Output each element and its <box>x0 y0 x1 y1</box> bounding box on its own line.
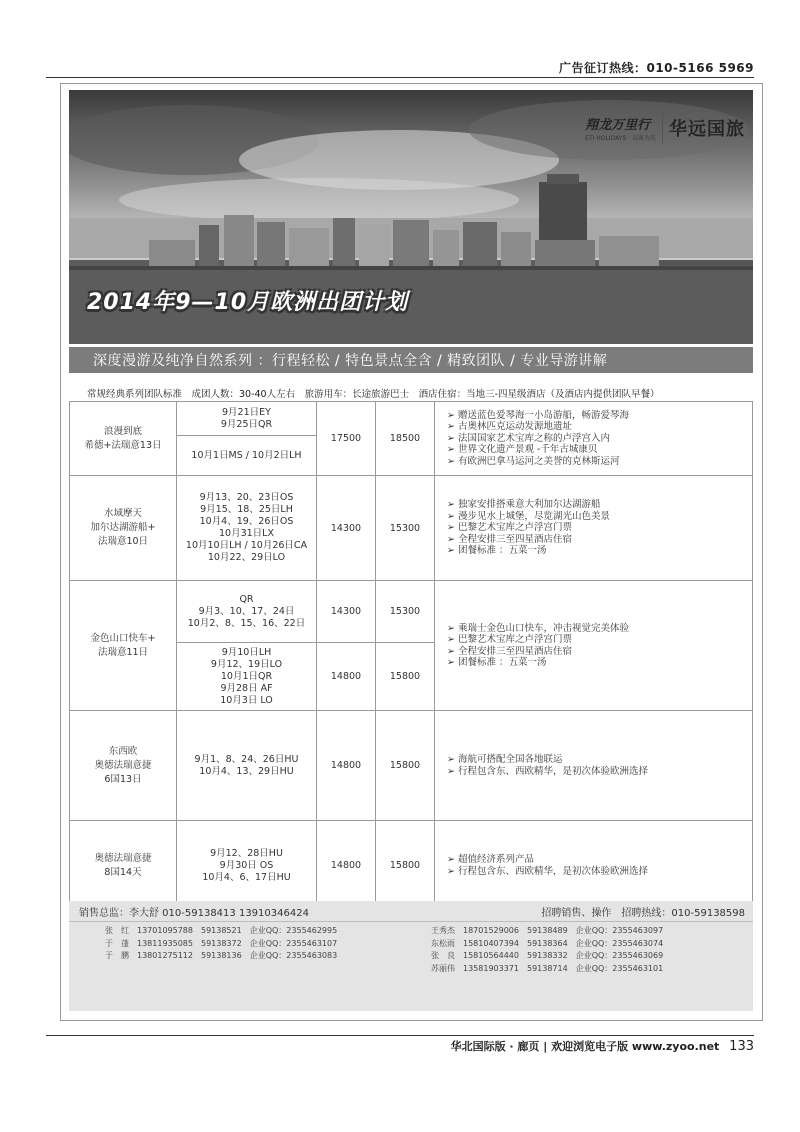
highlight-item: ➢ 乘瑞士金色山口快车，冲击视觉完美体验 <box>447 623 751 635</box>
highlight-item: ➢ 巴黎艺术宝库之卢浮宫门票 <box>447 522 751 534</box>
departure-dates: 9月1、8、24、26日HU 10月4、13、29日HU <box>177 711 317 821</box>
highlight-item: ➢ 有欧洲巴拿马运河之美誉的克林斯运河 <box>447 456 751 468</box>
departure-dates: 9月13、20、23日OS 9月15、18、25日LH 10月4、19、26日OS 10月31日LX 10月10日LH / 10月26日CA 10月22、29日LO <box>177 476 317 581</box>
highlight-item: ➢ 行程包含东、西欧精华，是初次体验欧洲选择 <box>447 866 751 878</box>
tour-highlights <box>435 402 753 476</box>
footer-text: 华北国际版 · 廊页 | 欢迎浏览电子版 www.zyoo.net <box>450 1040 720 1053</box>
price-standard: 14300 <box>317 476 376 581</box>
highlight-item: ➢ 古奥林匹克运动发源地遗址 <box>447 421 751 433</box>
tour-name: 金色山口快车+ 法瑞意11日 <box>70 581 177 711</box>
company-name: 华远国旅 <box>669 119 745 140</box>
tour-highlights <box>435 821 753 911</box>
highlight-item: ➢ 团餐标准 ：五菜一汤 <box>447 657 751 669</box>
tour-name: 东西欧 奥德法瑞意捷 6国13日 <box>70 711 177 821</box>
page-footer <box>451 1038 754 1054</box>
price-premium: 18500 <box>376 402 435 476</box>
tour-name: 水域摩天 加尔达湖游船+ 法瑞意10日 <box>70 476 177 581</box>
price-premium: 15300 <box>376 476 435 581</box>
departure-dates: 9月21日EY 9月25日QR <box>177 402 317 436</box>
contact-row: 苏丽伟 13581903371 59138714 企业QQ：2355463101 <box>431 963 664 973</box>
contact-row: 于 蓬 13811935085 59138372 企业QQ：2355463107 <box>105 938 338 948</box>
brand-name: 翔龙万里行 <box>585 118 651 133</box>
brand-logo <box>585 112 745 144</box>
price-premium: 15800 <box>376 643 435 711</box>
highlight-item: ➢ 赠送蓝色爱琴海一小岛游船，畅游爱琴海 <box>447 410 751 422</box>
price-standard: 14300 <box>317 581 376 643</box>
tour-row <box>70 476 753 581</box>
highlight-item: ➢ 团餐标准 ：五菜一汤 <box>447 545 751 557</box>
price-standard: 14800 <box>317 821 376 911</box>
tour-table <box>69 401 753 911</box>
contact-row: 张 红 13701095788 59138521 企业QQ：2355462995 <box>105 926 338 935</box>
header-divider <box>46 77 754 78</box>
contacts-right <box>431 925 663 975</box>
highlight-item: ➢ 行程包含东、西欧精华，是初次体验欧洲选择 <box>447 766 751 778</box>
ad-hotline: 广告征订热线：010-5166 5969 <box>558 61 754 75</box>
brand-subtitle: ETI HOLIDAYS · 以客为先 <box>585 135 656 142</box>
price-standard: 17500 <box>317 402 376 476</box>
tour-highlights <box>435 581 753 711</box>
departure-dates: QR 9月3、10、17、24日 10月2、8、15、16、22日 <box>177 581 317 643</box>
departure-dates: 10月1日MS / 10月2日LH <box>177 436 317 476</box>
highlight-item: ➢ 海航可搭配全国各地联运 <box>447 754 751 766</box>
banner-photo <box>69 90 753 344</box>
contact-row: 王秀杰 18701529006 59138489 企业QQ：2355463097 <box>431 926 664 935</box>
sales-director: 销售总监：李大舒 010-59138413 13910346424 <box>79 907 309 919</box>
tour-row <box>70 821 753 911</box>
price-premium: 15300 <box>376 581 435 643</box>
tour-highlights <box>435 711 753 821</box>
standard-line: 常规经典系列团队标准 成团人数：30-40人左右 旅游用车：长途旅游巴士 酒店住宿：当地三-四星级酒店（及酒店内提供团队早餐） <box>87 389 660 400</box>
highlight-item: ➢ 全程安排三至四星酒店住宿 <box>447 534 751 546</box>
price-standard: 14800 <box>317 711 376 821</box>
highlight-item: ➢ 全程安排三至四星酒店住宿 <box>447 646 751 658</box>
highlight-item: ➢ 独家安排搭乘意大利加尔达湖游船 <box>447 499 751 511</box>
contact-row: 东松雨 15810407394 59138364 企业QQ：2355463074 <box>431 938 664 948</box>
footer-divider <box>46 1035 754 1036</box>
ad-panel <box>60 83 763 1021</box>
highlight-item: ➢ 法国国家艺术宝库之称的卢浮宫入内 <box>447 433 751 445</box>
price-standard: 14800 <box>317 643 376 711</box>
hiring-line: 招聘销售、操作 招聘热线：010-59138598 <box>541 907 745 919</box>
page-number: 133 <box>729 1039 754 1054</box>
contacts-left <box>105 925 337 963</box>
tour-row <box>70 402 753 436</box>
tour-highlights <box>435 476 753 581</box>
contact-row: 张 良 15810564440 59138332 企业QQ：2355463069 <box>431 951 664 960</box>
tour-name: 浪漫到底 希德+法瑞意13日 <box>70 402 177 476</box>
tour-row <box>70 581 753 643</box>
highlight-item: ➢ 巴黎艺术宝库之卢浮宫门票 <box>447 634 751 646</box>
highlight-item: ➢ 超值经济系列产品 <box>447 854 751 866</box>
departure-dates: 9月12、28日HU 9月30日 OS 10月4、6、17日HU <box>177 821 317 911</box>
logo-divider <box>662 112 663 144</box>
tour-name: 奥德法瑞意捷 8国14天 <box>70 821 177 911</box>
highlight-item: ➢ 漫步见水上城堡，尽览湖光山色美景 <box>447 511 751 523</box>
tour-row <box>70 711 753 821</box>
contact-footer <box>69 901 753 1011</box>
banner-title: 2014年9—10月欧洲出团计划 <box>87 290 409 315</box>
price-premium: 15800 <box>376 821 435 911</box>
highlight-item: ➢ 世界文化遗产景观 -千年古城康贝 <box>447 444 751 456</box>
contact-row: 于 鹏 13801275112 59138136 企业QQ：2355463083 <box>105 951 338 960</box>
series-bar: 深度漫游及纯净自然系列 ：行程轻松 / 特色景点全含 / 精致团队 / 专业导游讲解 <box>69 347 753 373</box>
price-premium: 15800 <box>376 711 435 821</box>
departure-dates: 9月10日LH 9月12、19日LO 10月1日QR 9月28日 AF 10月3日 LO <box>177 643 317 711</box>
